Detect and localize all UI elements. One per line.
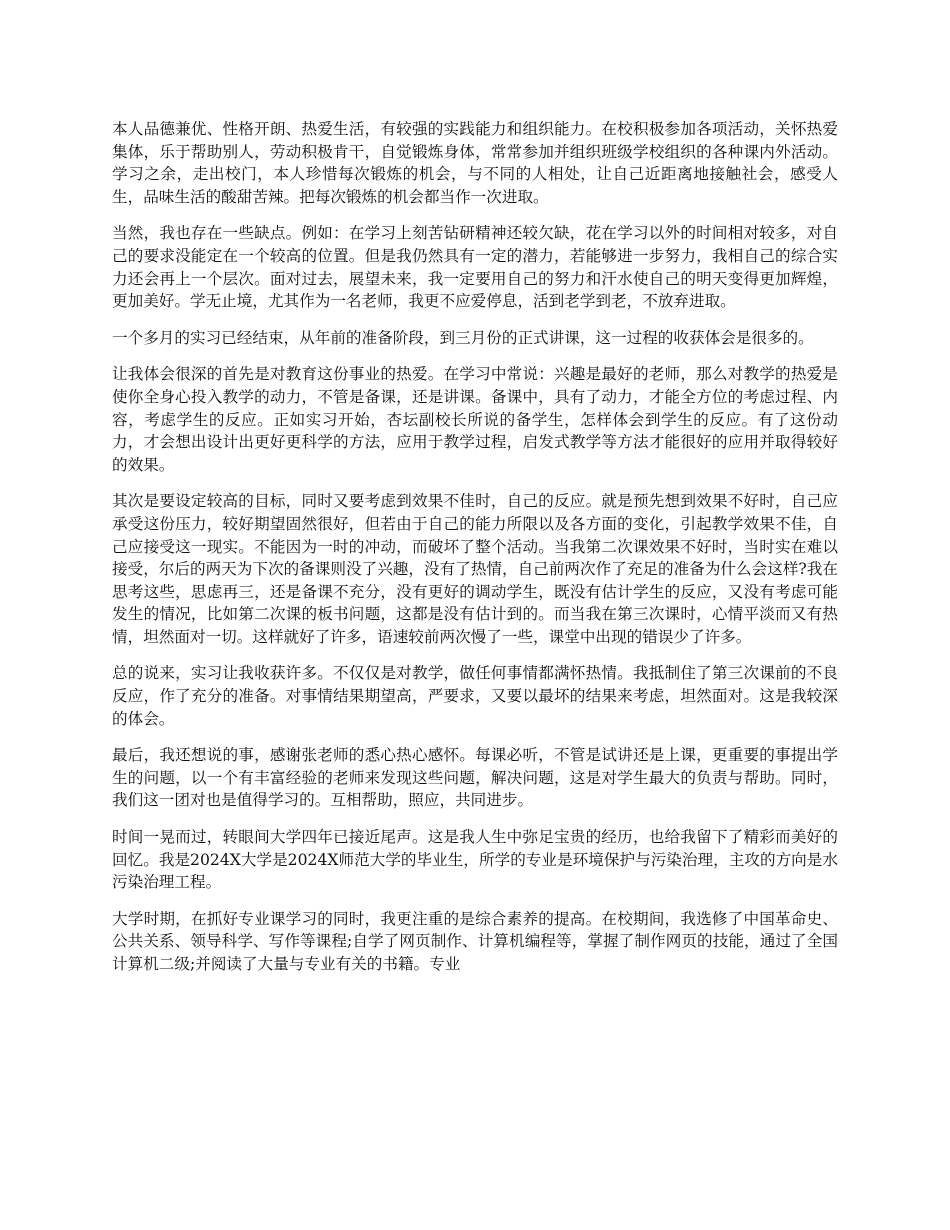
paragraph-6: 总的说来，实习让我收获许多。不仅仅是对教学，做任何事情都满怀热情。我抵制住了第三次课前的不良反应，作了充分的准备。对事情结果期望高，严要求，又要以最坏的结果来考虑，坦然面对。这是我较深的体会。 <box>112 664 838 728</box>
paragraph-7: 最后，我还想说的事，感谢张老师的悉心热心感怀。每课必听，不管是试讲还是上课，更重要的事提出学生的问题，以一个有丰富经验的老师来发现这些问题，解决问题，这是对学生最大的负责与帮助。同时，我们这一团对也是值得学习的。互相帮助，照应，共同进步。 <box>112 746 838 810</box>
paragraph-2: 当然，我也存在一些缺点。例如：在学习上刻苦钻研精神还较欠缺，花在学习以外的时间相对较多，对自己的要求没能定在一个较高的位置。但是我仍然具有一定的潜力，若能够进一步努力，我相自己的综合实力还会再上一个层次。面对过去，展望未来，我一定要用自己的努力和汗水使自己的明天变得更加辉煌，更加美好。学无止境，尤其作为一名老师，我更不应爱停息，活到老学到老，不放弃进取。 <box>112 224 838 311</box>
paragraph-5: 其次是要设定较高的目标，同时又要考虑到效果不佳时，自己的反应。就是预先想到效果不好时，自己应承受这份压力，较好期望固然很好，但若由于自己的能力所限以及各方面的变化，引起教学效果不佳，自己应接受这一现实。不能因为一时的冲动，而破坏了整个活动。当我第二次课效果不好时，当时实在难以接受，尔后的两天为下次的备课则没了兴趣，没有了热情，自己前两次作了充足的准备为什么会这样?我在思考这些，思虑再三，还是备课不充分，没有更好的调动学生，既没有估计学生的反应，又没有考虑可能发生的情况，比如第二次课的板书问题，这都是没有估计到的。而当我在第三次课时，心情平淡而又有热情，坦然面对一切。这样就好了许多，语速较前两次慢了一些，课堂中出现的错误少了许多。 <box>112 492 838 646</box>
paragraph-8: 时间一晃而过，转眼间大学四年已接近尾声。这是我人生中弥足宝贵的经历，也给我留下了精彩而美好的回忆。我是2024X大学是2024X师范大学的毕业生，所学的专业是环境保护与污染治理，主攻的方向是水污染治理工程。 <box>112 828 838 892</box>
paragraph-4: 让我体会很深的首先是对教育这份事业的热爱。在学习中常说：兴趣是最好的老师，那么对教学的热爱是使你全身心投入教学的动力，不管是备课，还是讲课。备课中，具有了动力，才能全方位的考虑过程、内容，考虑学生的反应。正如实习开始，杏坛副校长所说的备学生，怎样体会到学生的反应。有了这份动力，才会想出设计出更好更科学的方法，应用于教学过程，启发式教学等方法才能很好的应用并取得较好的效果。 <box>112 365 838 474</box>
paragraph-1: 本人品德兼优、性格开朗、热爱生活，有较强的实践能力和组织能力。在校积极参加各项活动，关怀热爱集体，乐于帮助别人，劳动积极肯干，自觉锻炼身体，常常参加并组织班级学校组织的各种课内外活动。学习之余，走出校门，本人珍惜每次锻炼的机会，与不同的人相处，让自己近距离地接触社会，感受人生，品味生活的酸甜苦辣。把每次锻炼的机会都当作一次进取。 <box>112 120 838 206</box>
document-body <box>112 118 838 1198</box>
paragraph-3: 一个多月的实习已经结束，从年前的准备阶段，到三月份的正式讲课，这一过程的收获体会是很多的。 <box>112 328 814 347</box>
paragraph-9: 大学时期，在抓好专业课学习的同时，我更注重的是综合素养的提高。在校期间，我选修了中国革命史、公共关系、领导科学、写作等课程;自学了网页制作、计算机编程等，掌握了制作网页的技能，通过了全国计算机二级;并阅读了大量与专业有关的书籍。专业 <box>112 909 838 973</box>
